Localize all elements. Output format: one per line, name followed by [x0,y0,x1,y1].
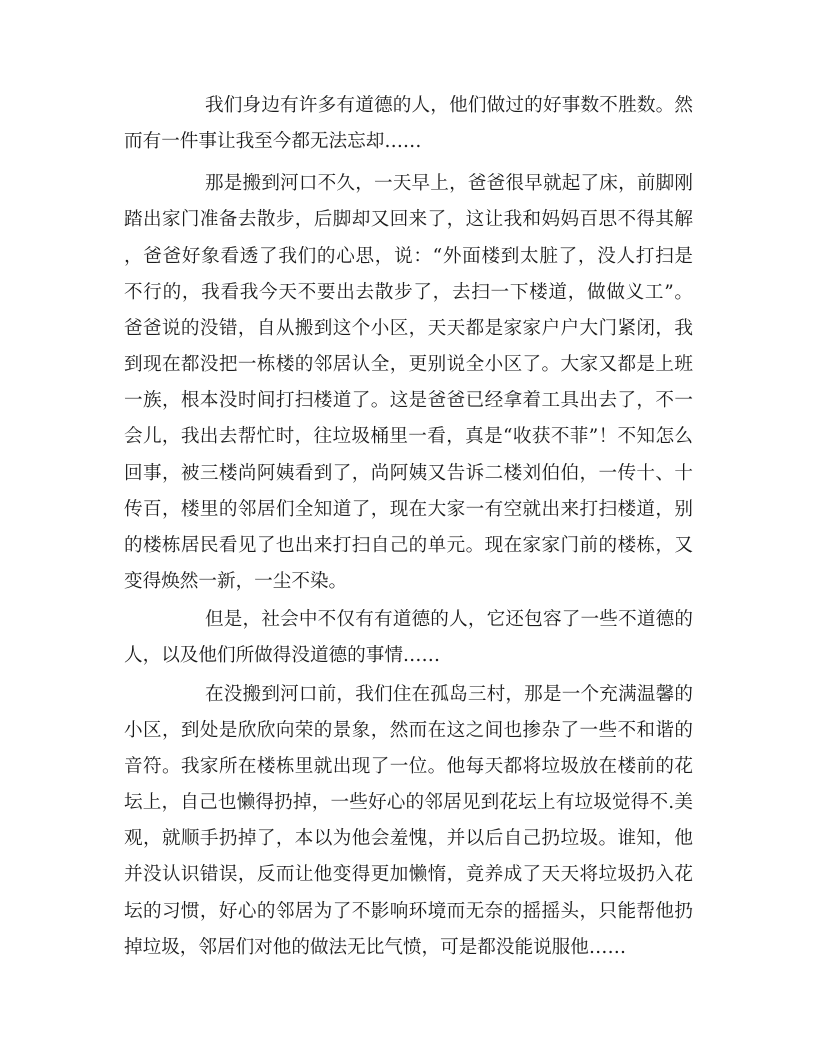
paragraph-2-line-1: 那是搬到河口不久，一天早上，爸爸很早就起了床，前脚刚 [205,173,693,194]
paragraph-4-line-8: 掉垃圾，邻居们对他的做法无比气愤，可是都没能说服他…… [124,937,627,958]
paragraph-2-line-6: 到现在都没把一栋楼的邻居认全，更别说全小区了。大家又都是上班 [124,354,693,375]
paragraph-4-line-1: 在没搬到河口前，我们住在孤岛三村，那是一个充满温馨的 [205,684,693,705]
paragraph-2-line-4: 不行的，我看我今天不要出去散步了，去扫一下楼道，做做义工”。 [124,282,693,303]
paragraph-2-line-5: 爸爸说的没错，自从搬到这个小区，天天都是家家户户大门紧闭，我 [124,318,693,339]
paragraph-1-line-1: 我们身边有许多有道德的人，他们做过的好事数不胜数。然 [205,95,693,116]
paragraph-4-line-2: 小区，到处是欣欣向荣的景象，然而在这之间也掺杂了一些不和谐的 [124,720,693,741]
paragraph-3-line-2: 人，以及他们所做得没道德的事情…… [124,645,441,666]
paragraph-4-line-6: 并没认识错误，反而让他变得更加懒惰，竟养成了天天将垃圾扔入花 [124,864,693,885]
paragraph-4-line-5: 观，就顺手扔掉了，本以为他会羞愧，并以后自己扔垃圾。谁知，他 [124,828,693,849]
paragraph-3-line-1: 但是，社会中不仅有有道德的人，它还包容了一些不道德的 [205,609,693,630]
paragraph-2-line-2: 踏出家门准备去散步，后脚却又回来了，这让我和妈妈百思不得其解 [124,209,693,230]
paragraph-2-line-9: 回事，被三楼尚阿姨看到了，尚阿姨又告诉二楼刘伯伯，一传十、十 [124,463,693,484]
paragraph-2-line-7: 一族，根本没时间打扫楼道了。这是爸爸已经拿着工具出去了，不一 [124,390,693,411]
paragraph-2-line-10: 传百，楼里的邻居们全知道了，现在大家一有空就出来打扫楼道，别 [124,499,693,520]
paragraph-2-line-8: 会儿，我出去帮忙时，往垃圾桶里一看，真是“收获不菲”！不知怎么 [124,426,693,447]
paragraph-4-line-3: 音符。我家所在楼栋里就出现了一位。他每天都将垃圾放在楼前的花 [124,756,693,777]
paragraph-2-line-11: 的楼栋居民看见了也出来打扫自己的单元。现在家家门前的楼栋，又 [124,535,693,556]
paragraph-4-line-4: 坛上，自己也懒得扔掉，一些好心的邻居见到花坛上有垃圾觉得不.美 [124,792,693,813]
paragraph-2-line-12: 变得焕然一新，一尘不染。 [124,571,348,592]
paragraph-4-line-7: 坛的习惯，好心的邻居为了不影响环境而无奈的摇摇头，只能帮他扔 [124,901,693,922]
paragraph-1-line-2: 而有一件事让我至今都无法忘却…… [124,131,422,152]
paragraph-2-line-3: ，爸爸好象看透了我们的心思，说：“外面楼到太脏了，没人打扫是 [124,246,693,267]
